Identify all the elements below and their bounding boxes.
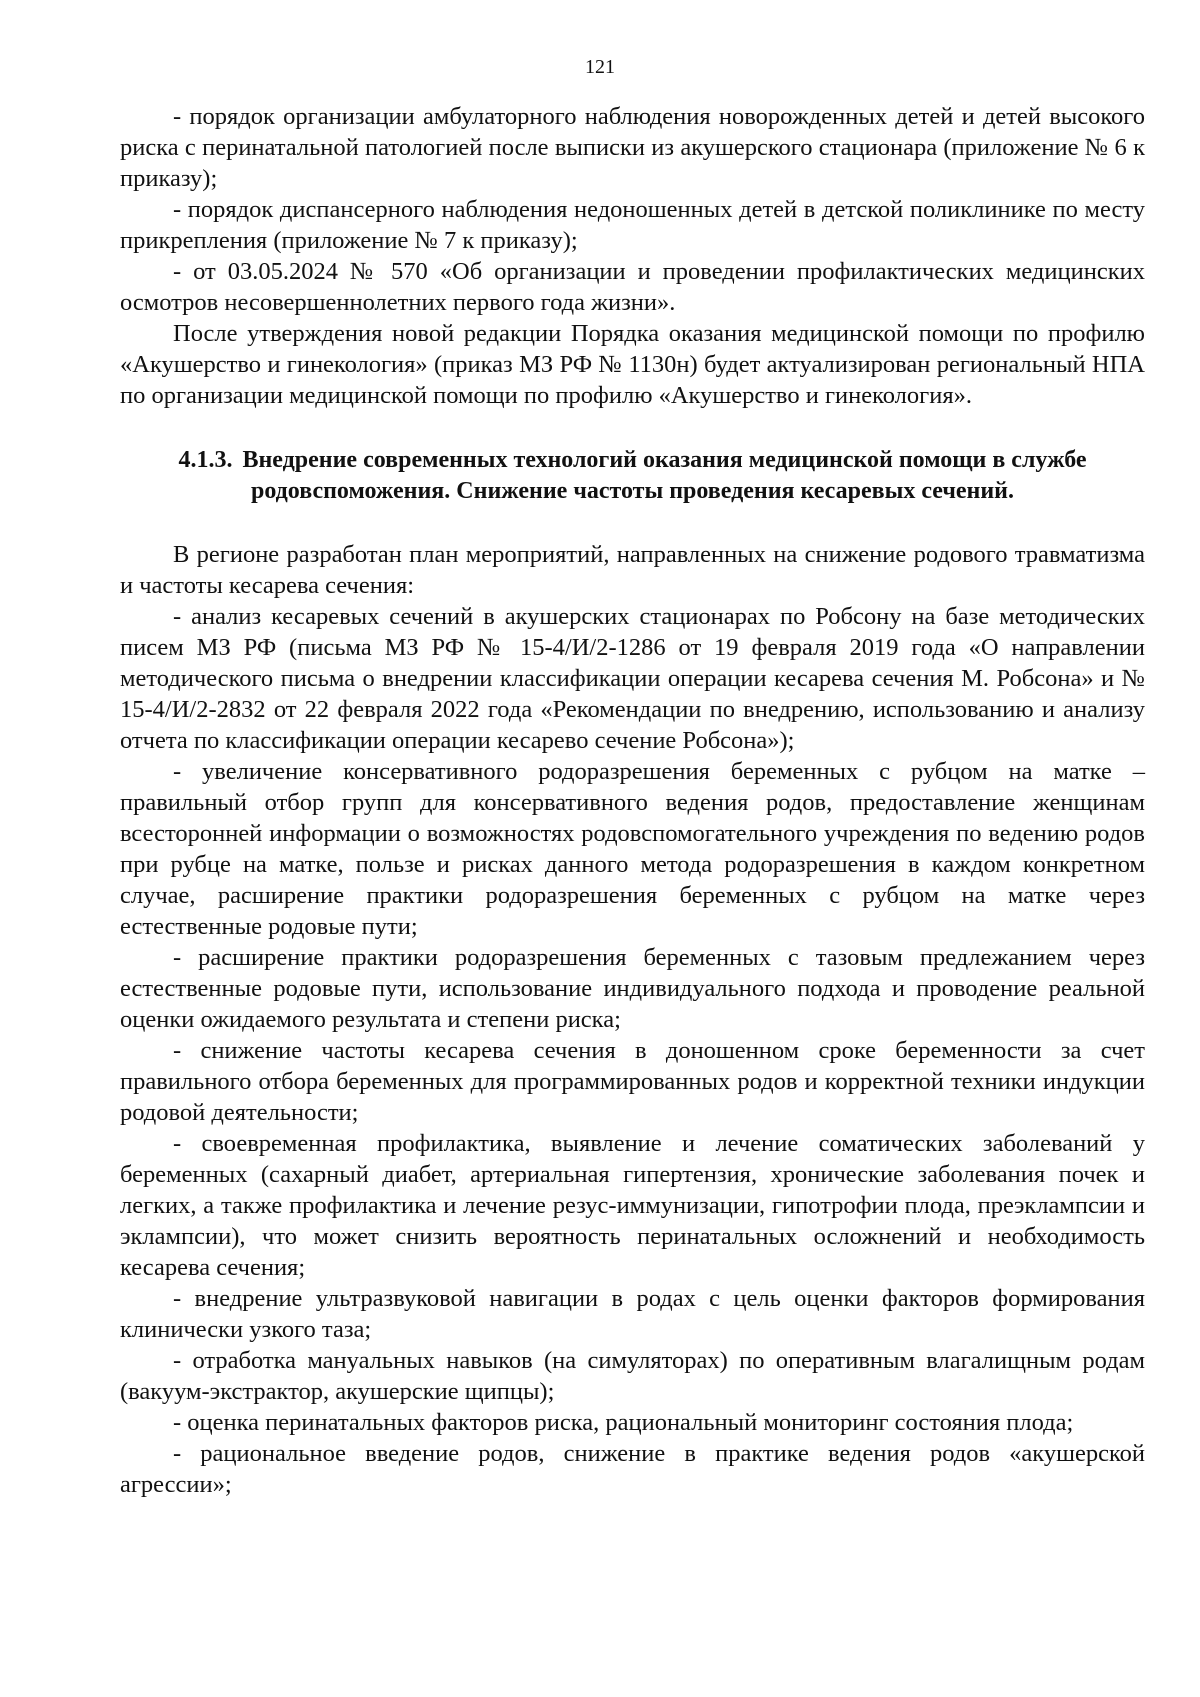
list-item-ultrasound-navigation: - внедрение ультразвуковой навигации в родах с цель оценки факторов формирования клинически узкого таза; xyxy=(120,1285,1145,1343)
section-title: Внедрение современных технологий оказания медицинской помощи в службе родовспоможения. Снижение частоты проведения кесаревых сечений. xyxy=(242,447,1087,504)
list-item-robson-analysis: - анализ кесаревых сечений в акушерских стационарах по Робсону на базе методических писем МЗ РФ (письма МЗ РФ № 15-4/И/2-1286 от 19 февраля 2019 года «О направлении методического письма о внедрении классификации операции кесарева сечения М. Робсона» и № 15-4/И/2-2832 от 22 февраля 2022 года «Рекомендации по внедрению, использованию и анализу отчета по классификации операции кесарево сечение Робсона»); xyxy=(120,603,1145,754)
document-body xyxy=(120,101,1145,1500)
list-item-somatic-prevention: - своевременная профилактика, выявление и лечение соматических заболеваний у беременных (сахарный диабет, артериальная гипертензия, хронические заболевания почек и легких, а также профилактика и лечение резус-иммунизации, гипотрофии плода, преэклампсии и эклампсии), что может снизить вероятность перинатальных осложнений и необходимость кесарева сечения; xyxy=(120,1130,1145,1281)
section-heading xyxy=(120,445,1145,507)
page-number: 121 xyxy=(585,56,615,78)
list-item-order-570: - от 03.05.2024 № 570 «Об организации и проведении профилактических медицинских осмотров несовершеннолетних первого года жизни». xyxy=(120,258,1145,316)
list-item-rational-labor: - рациональное введение родов, снижение в практике ведения родов «акушерской агрессии»; xyxy=(120,1440,1145,1498)
list-item-manual-skills: - отработка мануальных навыков (на симуляторах) по оперативным влагалищным родам (вакуум-экстрактор, акушерские щипцы); xyxy=(120,1347,1145,1405)
list-item-term-cesarean: - снижение частоты кесарева сечения в доношенном сроке беременности за счет правильного отбора беременных для программированных родов и корректной техники индукции родовой деятельности; xyxy=(120,1037,1145,1126)
section-number: 4.1.3. xyxy=(178,447,233,473)
paragraph-regional-npa: После утверждения новой редакции Порядка оказания медицинской помощи по профилю «Акушерство и гинекология» (приказ МЗ РФ № 1130н) будет актуализирован региональный НПА по организации медицинской помощи по профилю «Акушерство и гинекология». xyxy=(120,320,1145,409)
list-item-premature-followup: - порядок диспансерного наблюдения недоношенных детей в детской поликлинике по месту прикрепления (приложение № 7 к приказу); xyxy=(120,196,1145,254)
list-item-uterine-scar: - увеличение консервативного родоразрешения беременных с рубцом на матке – правильный отбор групп для консервативного ведения родов, предоставление женщинам всесторонней информации о возможностях родовспомогательного учреждения по ведению родов при рубце на матке, пользе и рисках данного метода родоразрешения в каждом конкретном случае, расширение практики родоразрешения беременных с рубцом на матке через естественные родовые пути; xyxy=(120,758,1145,940)
list-item-neonatal-observation: - порядок организации амбулаторного наблюдения новорожденных детей и детей высокого риска с перинатальной патологией после выписки из акушерского стационара (приложение № 6 к приказу); xyxy=(120,103,1145,192)
list-item-perinatal-risk: - оценка перинатальных факторов риска, рациональный мониторинг состояния плода; xyxy=(173,1409,1074,1436)
paragraph-plan-intro: В регионе разработан план мероприятий, направленных на снижение родового травматизма и частоты кесарева сечения: xyxy=(120,541,1145,599)
list-item-breech-delivery: - расширение практики родоразрешения беременных с тазовым предлежанием через естественные родовые пути, использование индивидуального подхода и проводение реальной оценки ожидаемого результата и степени риска; xyxy=(120,944,1145,1033)
